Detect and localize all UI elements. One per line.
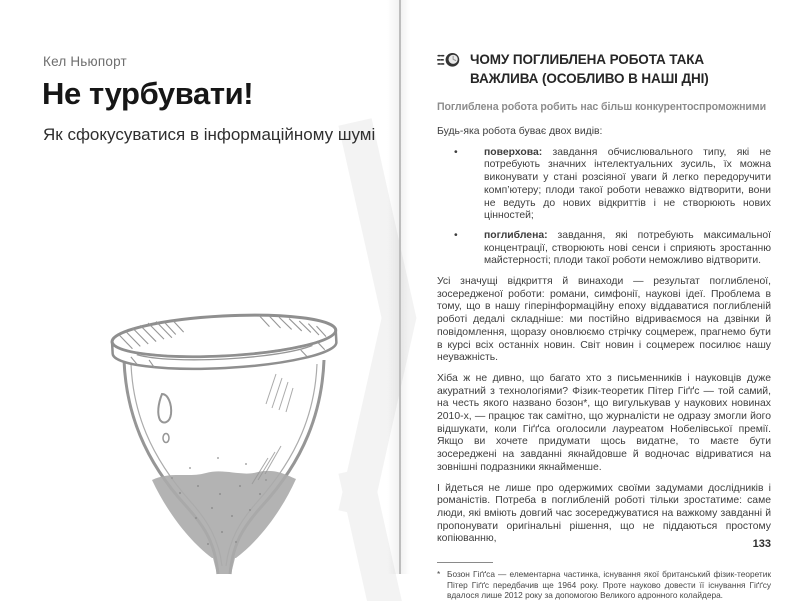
paragraph: Усі значущі відкриття й винаходи — результат поглибленої, зосередженої роботи: романи, симфонії, наукові ідеї. Проблема в тому, що в нашу гіперінформаційну епоху віддаватися поглибленій роботі дедалі складніше: ми постійно відриваємося на дзвінки й повідомлення, щоразу оновлюємо стрічку соцмереж, прагнемо бути в курсі всіх останніх новин. Світ новин і соцмереж посилює нашу неуважність. bbox=[437, 276, 771, 364]
list-item-lead: поглиблена: bbox=[484, 229, 548, 241]
page-number: 133 bbox=[752, 538, 771, 550]
book-subtitle: Як сфокусуватися в інформаційному шумі bbox=[43, 125, 376, 144]
section-heading: ЧОМУ ПОГЛИБЛЕНА РОБОТА ТАКА ВАЖЛИВА (ОСОБЛИВО В НАШІ ДНІ) bbox=[470, 52, 709, 86]
paragraph: Хіба ж не дивно, що багато хто з письменників і науковців дуже акуратний з технологіями? Фізик-теоретик Пітер Гіґґс — той самий, на честь якого названо бозон*, що вигулькував у наукових новинах 2010-х, — працює так самітно, що журналісти не одразу змогли його відшукати, коли Гіґґса оголосили лауреатом Нобелівської премії. Якщо ви хочете придумати щось видатне, то маєте бути зосереджені на завданні якнайдовше й водночас відриватися на зовнішні подразники якнайменше. bbox=[437, 372, 771, 473]
author-name: Кел Ньюпорт bbox=[43, 54, 127, 69]
list-item bbox=[437, 147, 771, 223]
paragraph: І йдеться не лише про одержимих своїми задумами дослідників і романістів. Потреба в поглибленій роботі тільки зростатиме: саме люди, які вміють довгий час зосереджуватися на важкому завданні й пропонувати оригінальні рішення, що не піддаються простому копіюванню, bbox=[437, 482, 771, 545]
paragraph-intro: Будь-яка робота буває двох видів: bbox=[437, 126, 603, 137]
deadline-clock-icon bbox=[437, 50, 461, 69]
section-header bbox=[437, 50, 771, 88]
book-title: Не турбувати! bbox=[42, 76, 254, 111]
right-page bbox=[437, 50, 771, 601]
bullet-icon bbox=[437, 147, 469, 223]
list-item-text: завдання, які потребують максимальної концентрації, створюють нові сенси і сприяють зростанню майстерності; плоди такої роботи неможливо відтворити. bbox=[484, 229, 772, 267]
footnote-marker: * bbox=[437, 569, 441, 580]
list-item-lead: поверхова: bbox=[484, 146, 543, 158]
footnote-text: Бозон Гіґґса — елементарна частинка, існування якої британський фізик-теоретик Пітер Гіґґс передбачив ще 1964 року. Проте науково довести її існування Гіґґсу вдалося лише 2012 року за допомогою Великого адронного колайдера. bbox=[447, 569, 771, 601]
work-types-list bbox=[437, 147, 771, 268]
hourglass-illustration bbox=[100, 308, 348, 574]
left-page bbox=[0, 0, 400, 574]
bullet-icon bbox=[437, 230, 469, 268]
footnote-block bbox=[437, 562, 771, 601]
spine-shadow bbox=[401, 0, 410, 574]
list-item bbox=[437, 230, 771, 268]
spine-shadow bbox=[387, 0, 399, 574]
footnote-divider bbox=[437, 562, 493, 563]
footnote bbox=[437, 569, 771, 601]
body-text bbox=[437, 126, 771, 546]
list-item-text: завдання обчислювального типу, які не потребують значних інтелектуальних зусиль, їх можна виконувати у стані розсіяної уваги й легко передоручити комп’ютеру; плоди такої роботи неважко відтворити, вони не ведуть до нових відкриттів і не створюють нових цінностей; bbox=[484, 146, 771, 222]
section-subheading: Поглиблена робота робить нас більш конкурентоспроможними bbox=[437, 101, 766, 113]
